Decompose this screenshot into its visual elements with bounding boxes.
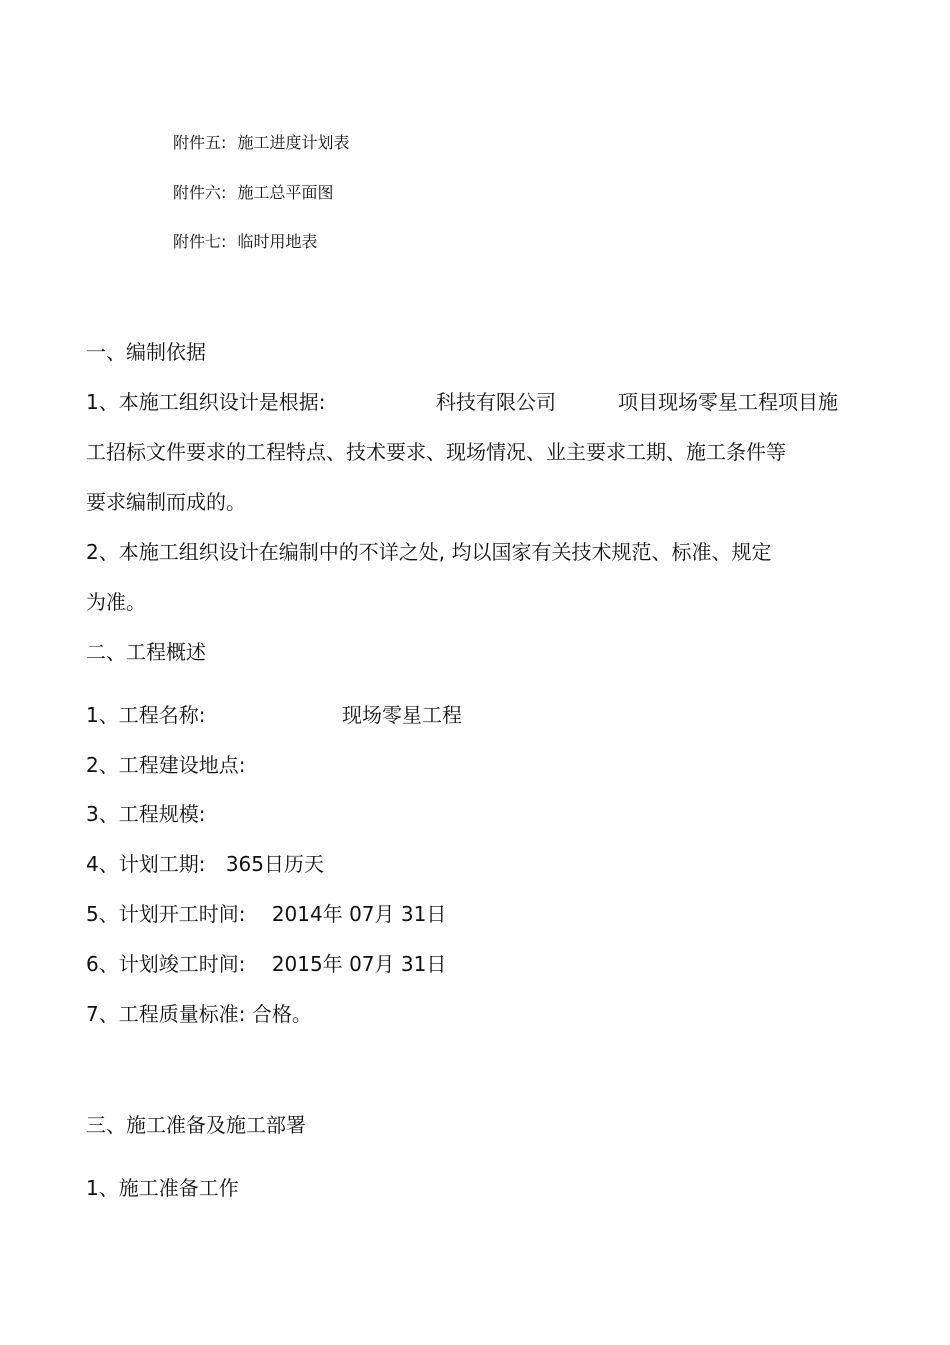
overview-item-duration — [86, 851, 324, 877]
paragraph-basis-line-2: 工招标文件要求的工程特点、技术要求、现场情况、业主要求工期、施工条件等 — [86, 440, 786, 464]
attachment-label: 附件七: — [173, 232, 227, 251]
overview-label: 6、计划竣工时间: — [86, 952, 246, 976]
section-heading-preparation: 三、施工准备及施工部署 — [86, 1113, 306, 1137]
overview-label: 1、工程名称: — [86, 703, 206, 727]
overview-item-location — [86, 752, 245, 778]
overview-value: 现场零星工程 — [342, 703, 462, 727]
attachment-item-5 — [173, 132, 350, 154]
paragraph-standard-line-1: 2、本施工组织设计在编制中的不详之处, 均以国家有关技术规范、标准、规定 — [86, 540, 772, 564]
attachment-label: 附件五: — [173, 133, 227, 152]
overview-item-quality — [86, 1001, 312, 1027]
attachment-label: 附件六: — [173, 183, 227, 202]
attachment-text: 施工总平面图 — [237, 183, 334, 202]
section-heading-basis: 一、编制依据 — [86, 340, 206, 364]
overview-label: 7、工程质量标准: — [86, 1002, 246, 1026]
basis-prefix: 1、本施工组织设计是根据: — [86, 390, 326, 414]
overview-label: 4、计划工期: — [86, 852, 206, 876]
paragraph-standard-line-2: 为准。 — [86, 590, 146, 614]
attachment-text: 临时用地表 — [237, 232, 318, 251]
attachment-item-6 — [173, 182, 334, 204]
overview-item-scale — [86, 801, 205, 827]
overview-value: 2015年 07月 31日 — [271, 952, 447, 976]
overview-item-end-date — [86, 951, 446, 977]
overview-item-start-date — [86, 901, 446, 927]
section-heading-overview: 二、工程概述 — [86, 640, 206, 664]
attachment-item-7 — [173, 231, 318, 253]
subheading-preparation-work: 1、施工准备工作 — [86, 1176, 239, 1200]
overview-label: 3、工程规模: — [86, 802, 206, 826]
overview-value: 365日历天 — [225, 852, 325, 876]
basis-company: 科技有限公司 — [436, 390, 556, 414]
basis-project: 项目现场零星工程项目施 — [618, 390, 838, 414]
overview-item-name — [86, 702, 586, 728]
attachment-text: 施工进度计划表 — [237, 133, 350, 152]
overview-value: 合格。 — [251, 1002, 312, 1026]
overview-label: 5、计划开工时间: — [86, 902, 246, 926]
overview-label: 2、工程建设地点: — [86, 753, 246, 777]
overview-value: 2014年 07月 31日 — [271, 902, 447, 926]
paragraph-basis-line-3: 要求编制而成的。 — [86, 490, 246, 514]
paragraph-basis-line-1 — [86, 389, 866, 415]
